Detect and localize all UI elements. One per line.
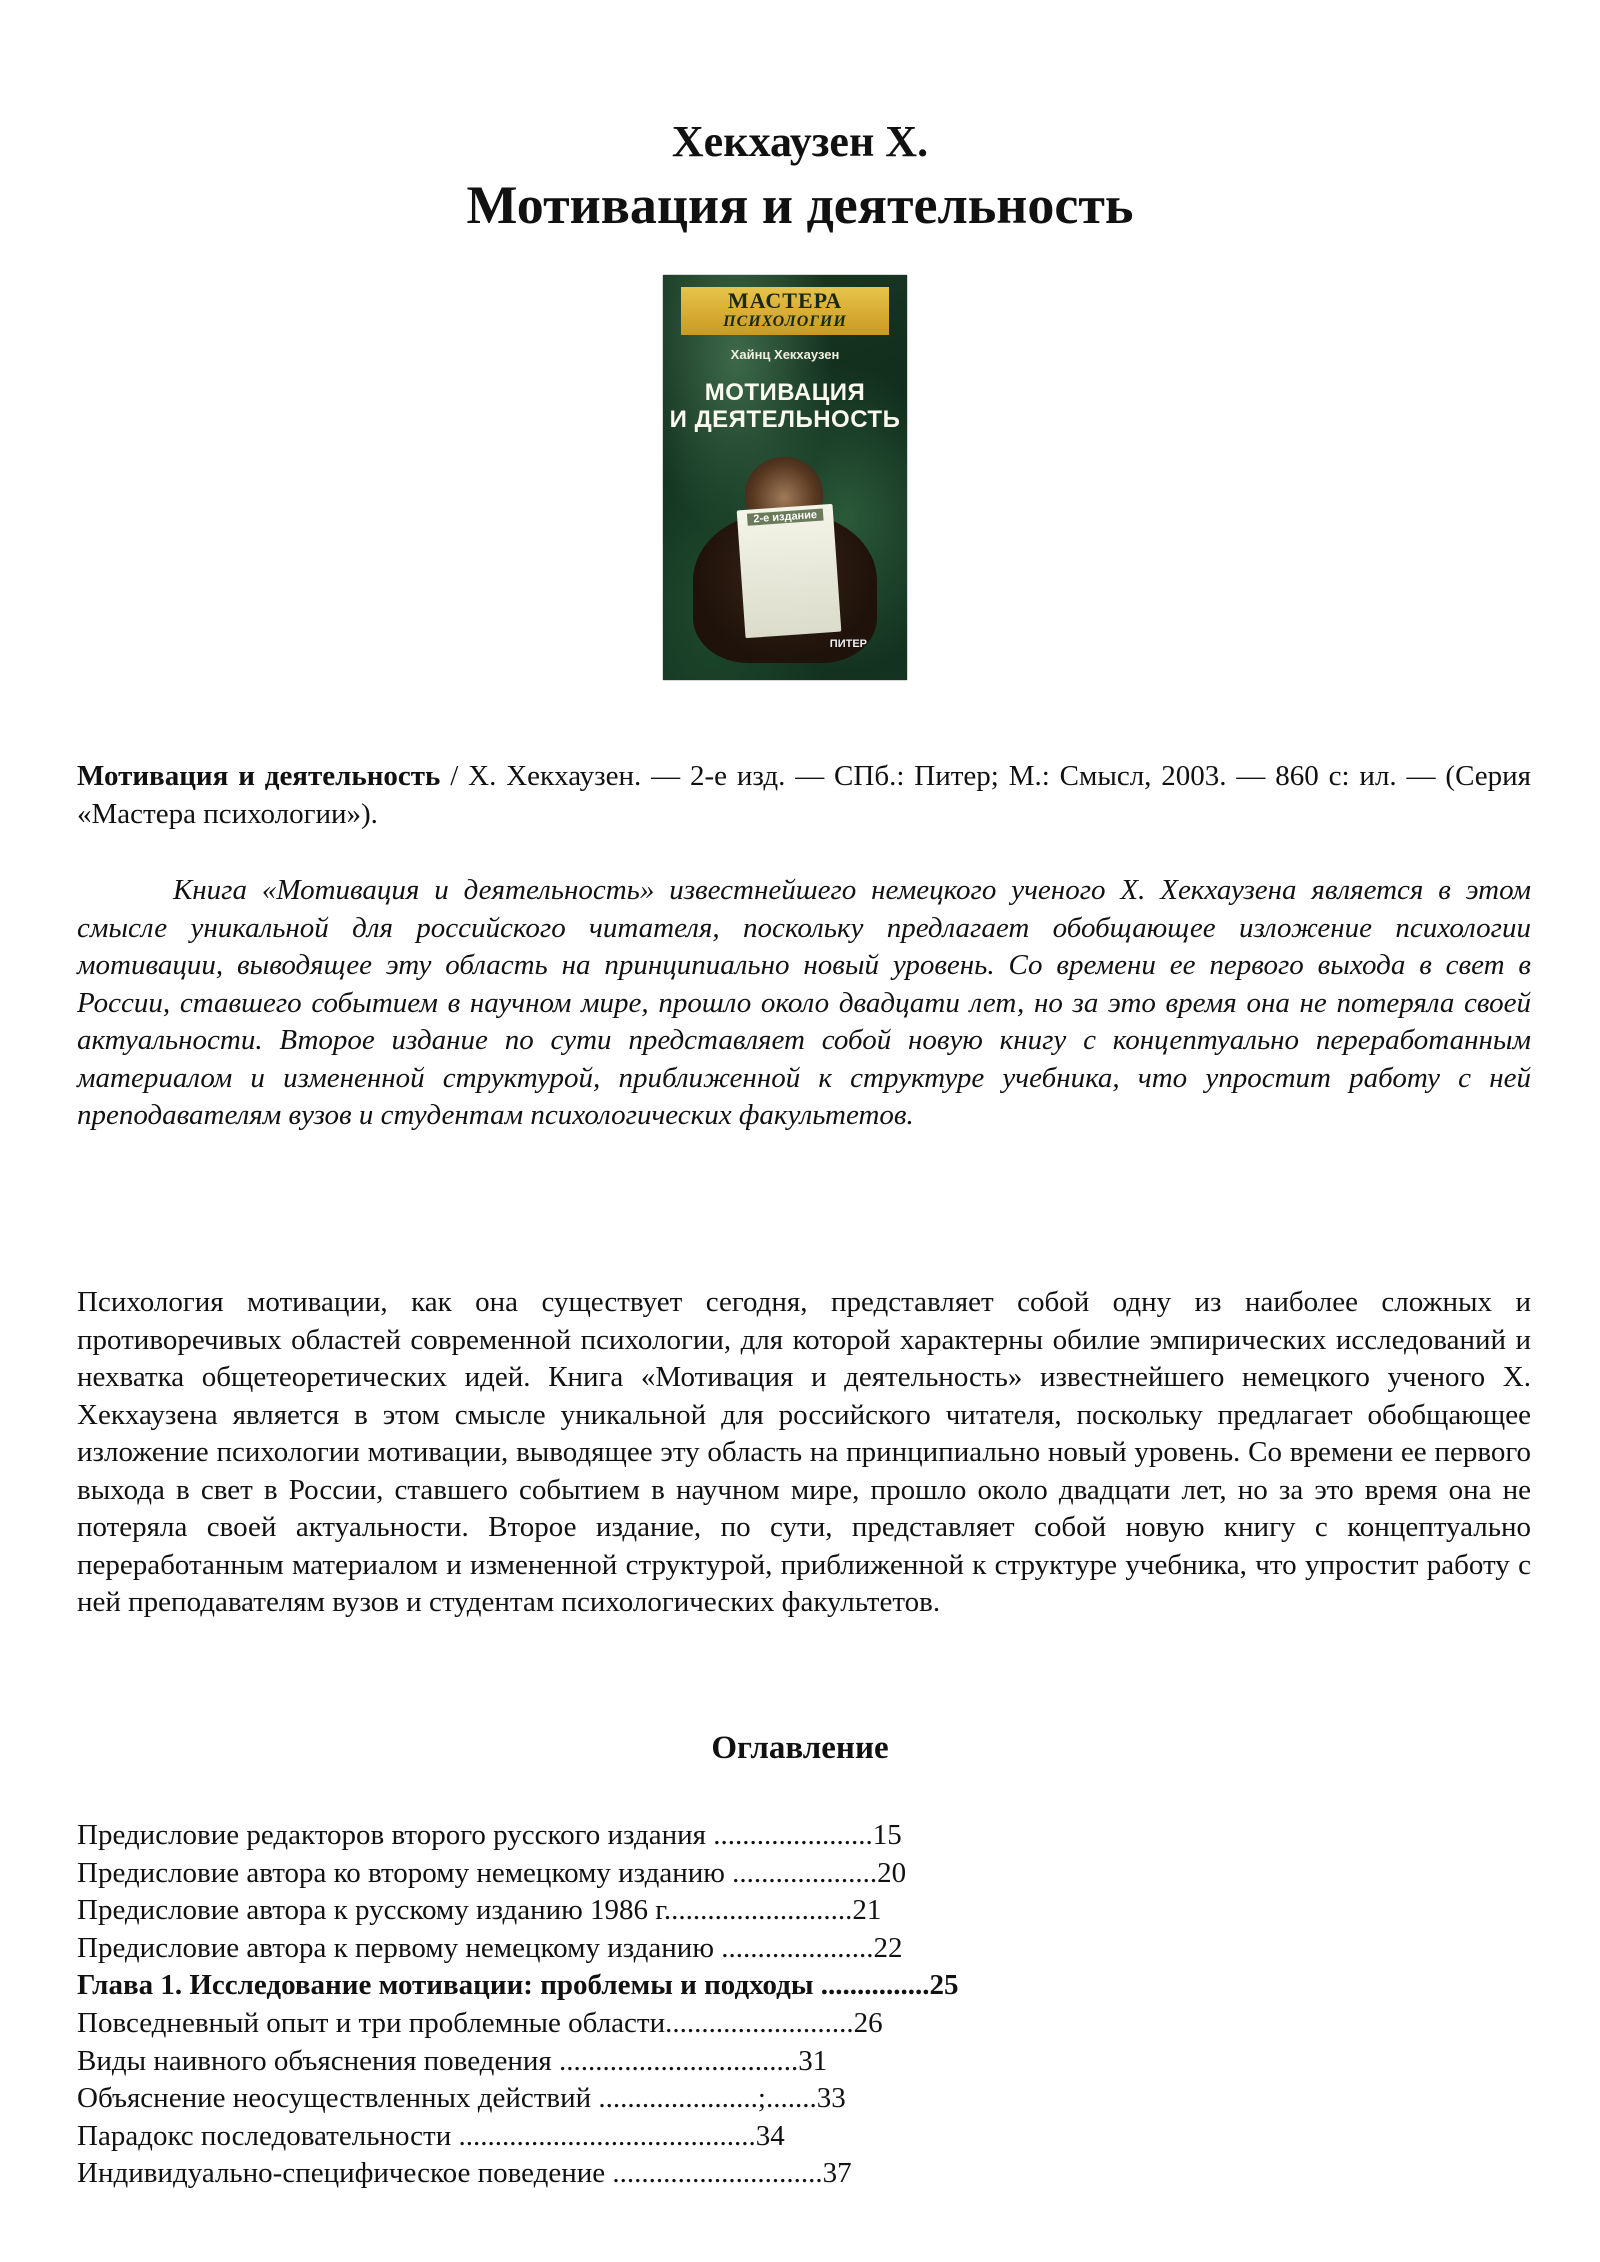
book-title: Мотивация и деятельность <box>466 175 1134 235</box>
toc-chapter-item[interactable]: Глава 1. Исследование мотивации: проблемы и подходы ...............25 <box>77 1969 959 2002</box>
cover-blank-board <box>737 504 842 638</box>
cover-title-line2: И ДЕЯТЕЛЬНОСТЬ <box>669 406 901 433</box>
cover-edition-label: 2-е издание <box>747 508 824 525</box>
cover-author: Хайнц Хекхаузен <box>730 347 840 362</box>
toc-item[interactable]: Индивидуально-специфическое поведение .............................37 <box>77 2157 852 2190</box>
cover-title-line1: МОТИВАЦИЯ <box>704 379 866 406</box>
book-cover-image <box>663 275 907 680</box>
toc-item[interactable]: Виды наивного объяснения поведения .................................31 <box>77 2044 828 2077</box>
book-annotation: Книга «Мотивация и деятельность» известнейшего немецкого ученого X. Хекхаузена является в этом смысле уникальной для российского читателя, поскольку предлагает обобщающее изложение психологии мотивации, выводящее эту область на принципиально новый уровень. Со времени ее первого выхода в свет в России, ставшего событием в научном мире, прошло около двадцати лет, но за это время она не потеряла своей актуальности. Второе издание по сути представляет собой новую книгу с концептуально переработанным материалом и измененной структурой, приближенной к структуре учебника, что упростит работу с ней преподавателям вузов и студентам психологических факультетов. <box>77 874 1531 1131</box>
bibliographic-reference <box>77 758 1531 833</box>
bibliographic-details: / X. Хекхаузен. — 2-е изд. — СПб.: Питер; М.: Смысл, 2003. — 860 с: ил. — (Серия «Мастера психологии»). <box>77 760 1531 830</box>
table-of-contents <box>77 1817 1531 2193</box>
body-paragraph: Психология мотивации, как она существует сегодня, представляет собой одну из наиболее сложных и противоречивых областей современной психологии, для которой характерны обилие эмпирических исследований и нехватка общетеоретических идей. Книга «Мотивация и деятельность» известнейшего немецкого ученого X. Хекхаузена является в этом смысле уникальной для российского читателя, поскольку предлагает обобщающее изложение психологии мотивации, выводящее эту область на принципиально новый уровень. Со времени ее первого выхода в свет в России, ставшего событием в научном мире, прошло около двадцати лет, но за это время она не потеряла своей актуальности. Второе издание, по сути, представляет собой новую книгу с концептуально переработанным материалом и измененной структурой, приближенной к структуре учебника, что упростит работу с ней преподавателям вузов и студентам психологических факультетов. <box>77 1286 1531 1618</box>
bibliographic-title: Мотивация и деятельность <box>77 760 441 792</box>
cover-publisher-logo: ПИТЕР <box>829 638 867 650</box>
toc-item[interactable]: Предисловие автора к первому немецкому изданию .....................22 <box>77 1931 903 1964</box>
toc-item[interactable]: Предисловие автора к русскому изданию 1986 г..........................21 <box>77 1894 882 1927</box>
toc-item[interactable]: Повседневный опыт и три проблемные области..........................26 <box>77 2006 883 2039</box>
cover-series-banner <box>681 287 889 335</box>
toc-item[interactable]: Объяснение неосуществленных действий ......................;.......33 <box>77 2082 846 2115</box>
cover-series-line1: МАСТЕРА <box>727 288 843 313</box>
toc-item[interactable]: Предисловие автора ко второму немецкому изданию ....................20 <box>77 1856 907 1889</box>
cover-title <box>663 379 907 433</box>
toc-item[interactable]: Предисловие редакторов второго русского издания ......................15 <box>77 1819 902 1851</box>
toc-item[interactable]: Парадокс последовательности .........................................34 <box>77 2119 785 2152</box>
toc-heading: Оглавление <box>711 1730 889 1766</box>
cover-series-line2: ПСИХОЛОГИИ <box>723 313 847 330</box>
book-author: Хекхаузен Х. <box>671 117 929 166</box>
